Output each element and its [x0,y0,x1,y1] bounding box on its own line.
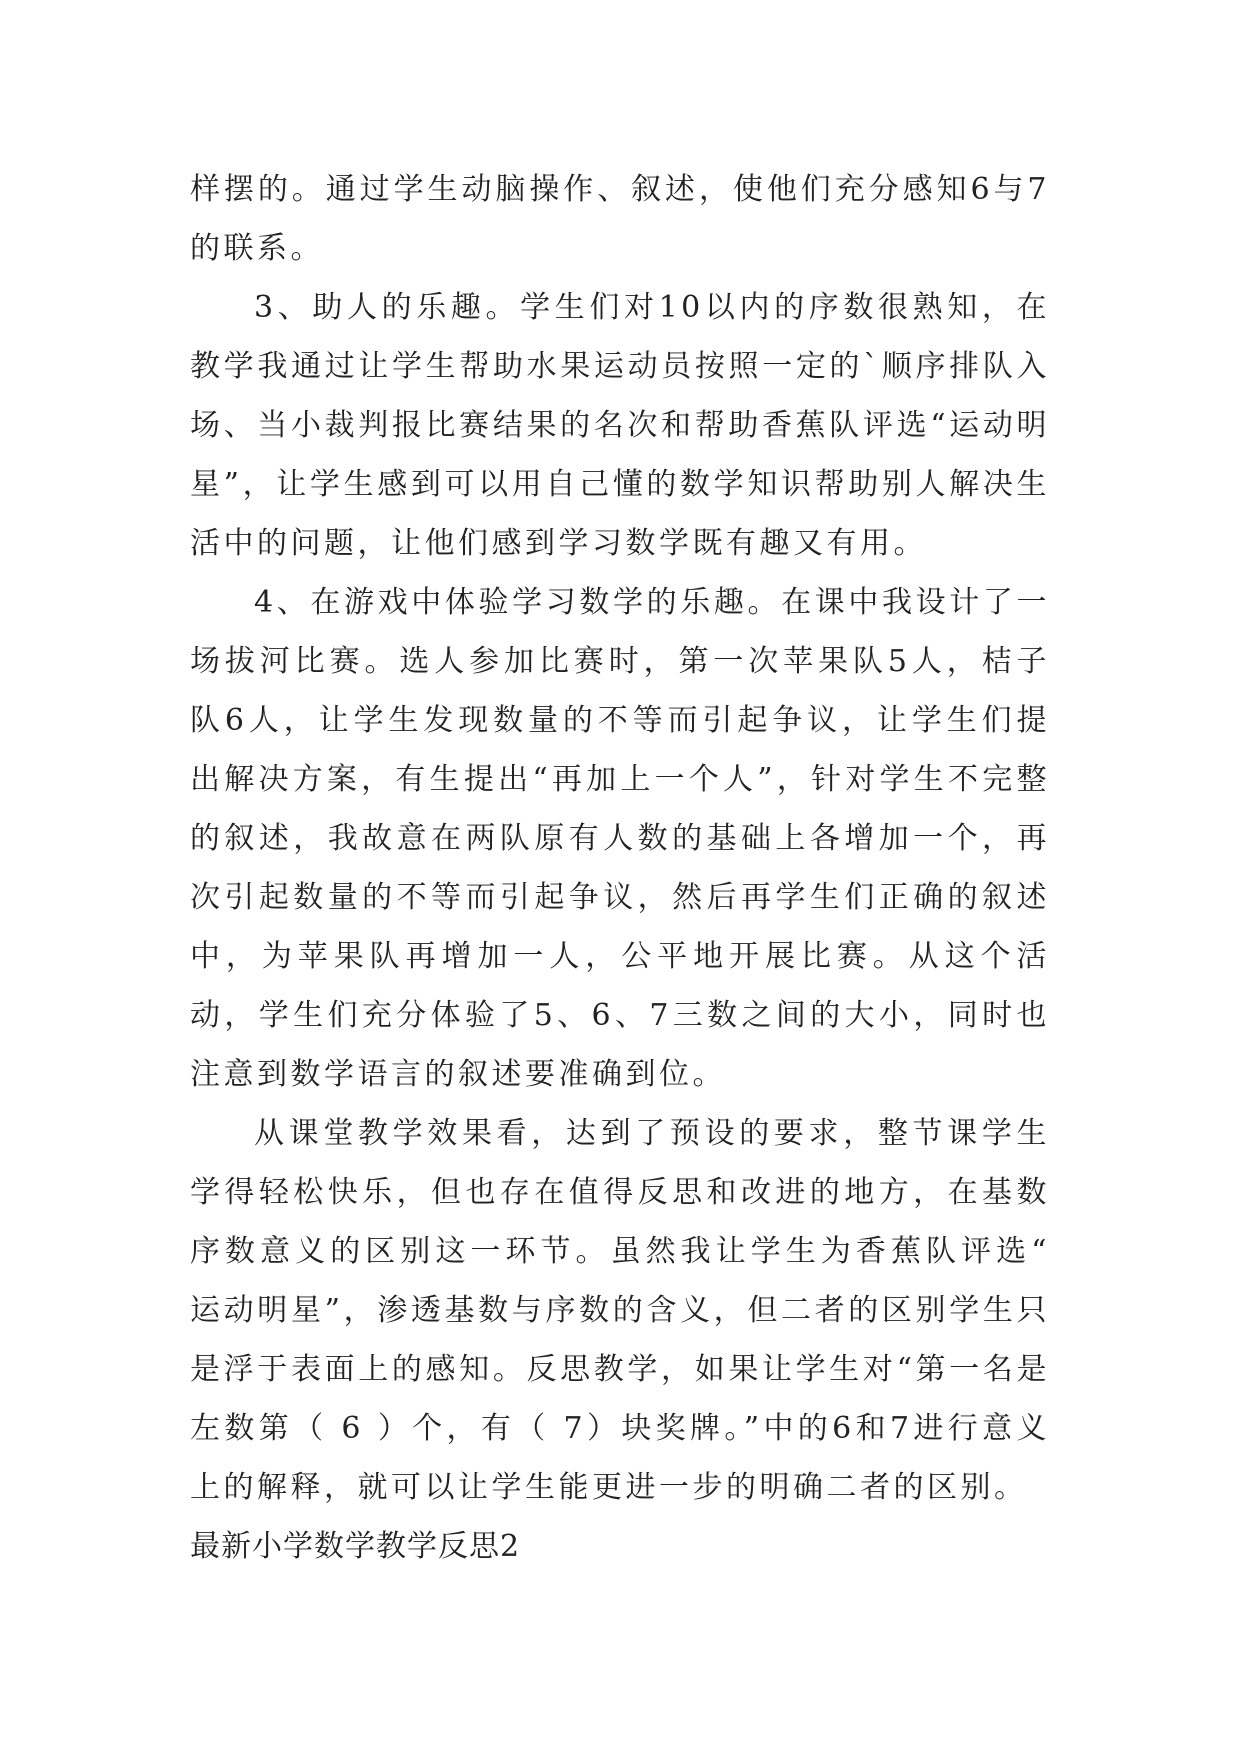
paragraph-game-fun: 4、在游戏中体验学习数学的乐趣。在课中我设计了一场拔河比赛。选人参加比赛时，第一次苹果队5人，桔子队6人，让学生发现数量的不等而引起争议，让学生们提出解决方案，有生提出“再加上一个人”，针对学生不完整的叙述，我故意在两队原有人数的基础上各增加一个，再次引起数量的不等而引起争议，然后再学生们正确的叙述中，为苹果队再增加一人，公平地开展比赛。从这个活动，学生们充分体验了5、6、7三数之间的大小，同时也注意到数学语言的叙述要准确到位。 [190,585,1050,1092]
paragraph-helping-fun: 3、助人的乐趣。学生们对10以内的序数很熟知，在教学我通过让学生帮助水果运动员按照一定的`顺序排队入场、当小裁判报比赛结果的名次和帮助香蕉队评选“运动明星”，让学生感到可以用自己懂的数学知识帮助别人解决生活中的问题，让他们感到学习数学既有趣又有用。 [190,290,1050,561]
paragraph-continuation: 样摆的。通过学生动脑操作、叙述，使他们充分感知6与7的联系。 [190,172,1050,266]
section-heading: 最新小学数学教学反思2 [190,1529,521,1564]
paragraph-reflection: 从课堂教学效果看，达到了预设的要求，整节课学生学得轻松快乐，但也存在值得反思和改进的地方，在基数序数意义的区别这一环节。虽然我让学生为香蕉队评选“ 运动明星”，渗透基数与序数的含义，但二者的区别学生只是浮于表面上的感知。反思教学，如果让学生对“第一名是左数第（ 6 ）个，有（ 7）块奖牌。”中的6和7进行意义上的解释，就可以让学生能更进一步的明确二者的区别。 [190,1116,1050,1505]
document-body [190,160,1050,1576]
